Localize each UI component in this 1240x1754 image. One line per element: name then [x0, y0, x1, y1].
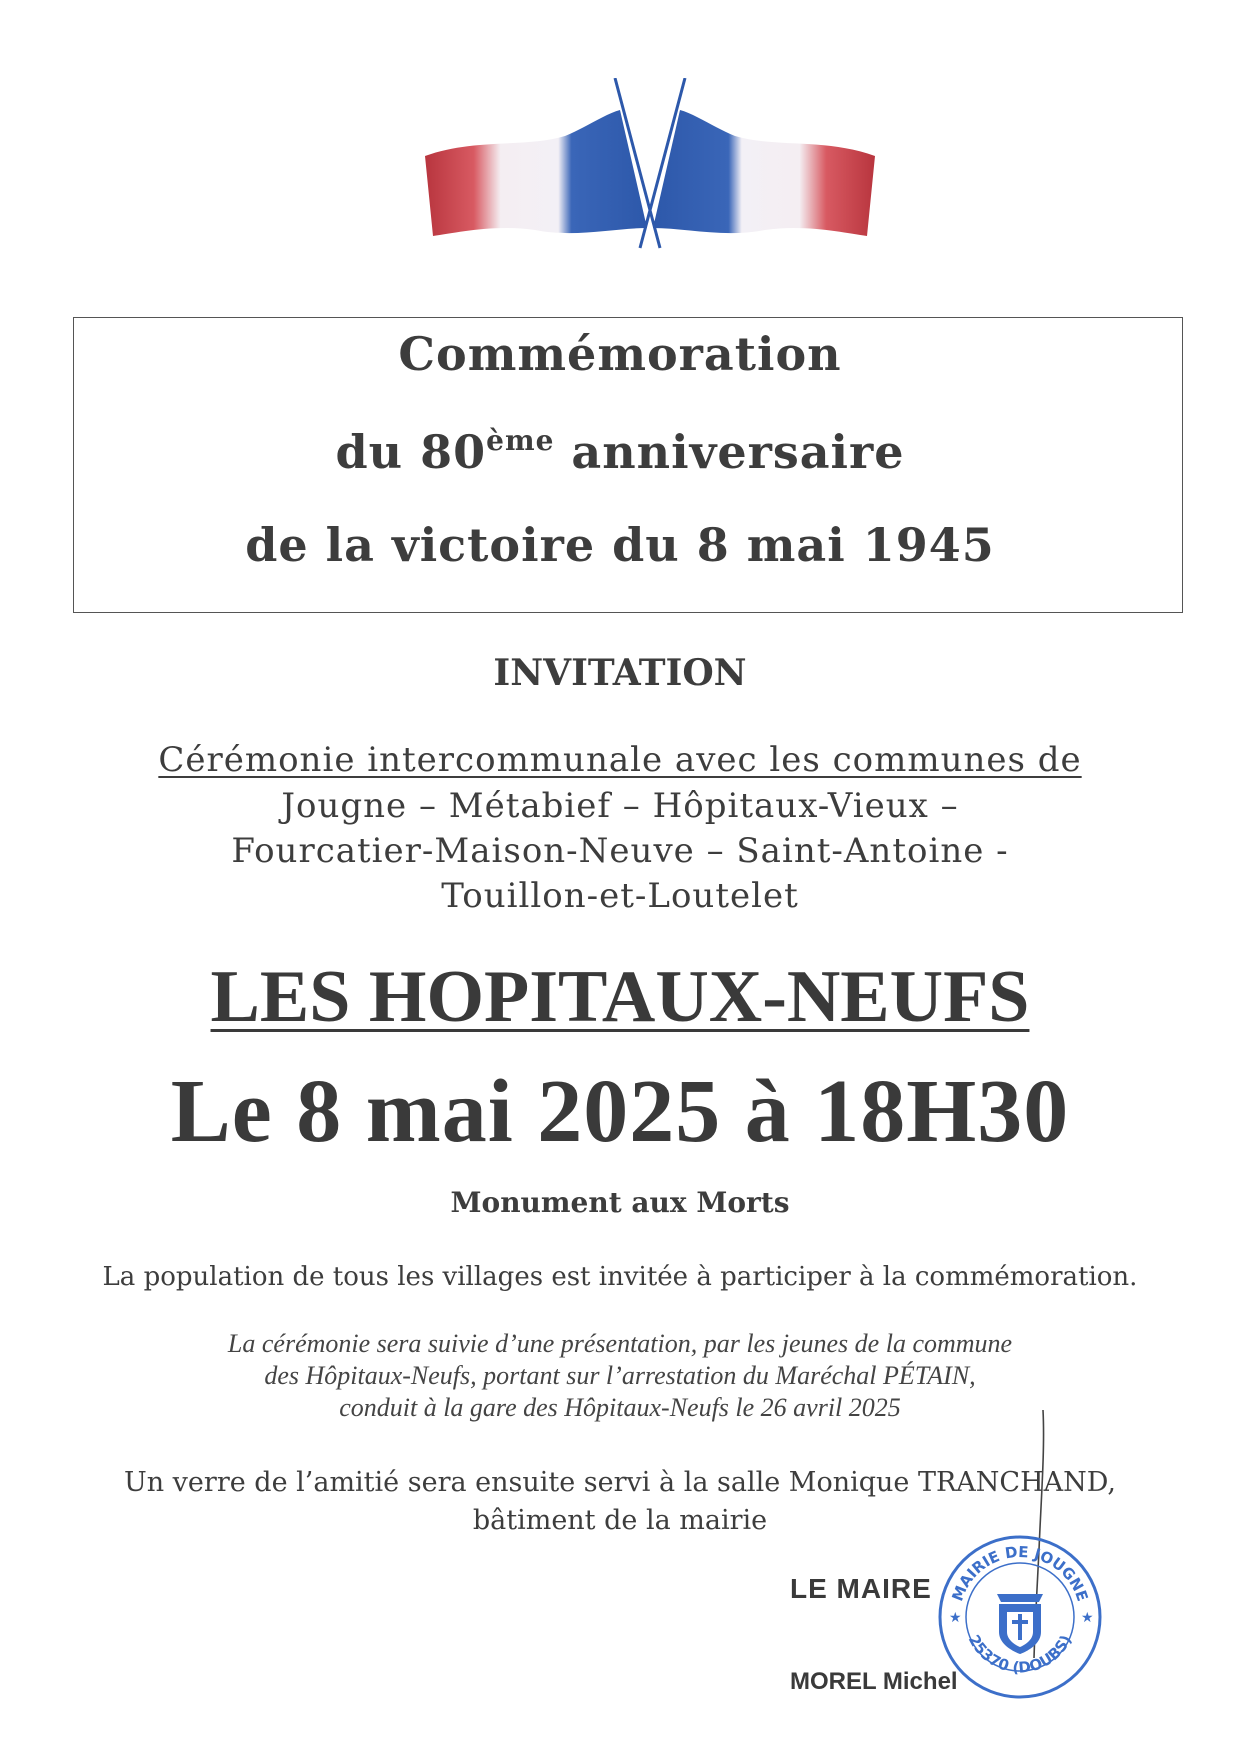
reception-line-2: bâtiment de la mairie: [472, 1505, 768, 1536]
french-flags-icon: [415, 78, 885, 253]
title-line-3: de la victoire du 8 mai 1945: [245, 518, 995, 572]
communes-line-1: Jougne – Métabief – Hôpitaux-Vieux –: [281, 786, 959, 826]
town-name: LES HOPITAUX-NEUFS: [210, 956, 1030, 1038]
invitation-label: INVITATION: [493, 652, 747, 694]
presentation-line-2: des Hôpitaux-Neufs, portant sur l’arrestation du Maréchal PÉTAIN,: [264, 1361, 976, 1390]
svg-text:★: ★: [1081, 1610, 1094, 1626]
presentation-line-3: conduit à la gare des Hôpitaux-Neufs le 26 avril 2025: [339, 1393, 901, 1422]
population-text: La population de tous les villages est invitée à participer à la commémoration.: [102, 1262, 1138, 1292]
svg-text:25370 (DOUBS): 25370 (DOUBS): [964, 1631, 1076, 1677]
town-hall-stamp-icon: [935, 1532, 1105, 1702]
svg-text:MAIRIE DE JOUGNE: MAIRIE DE JOUGNE: [948, 1542, 1092, 1604]
communes-line-3: Touillon-et-Loutelet: [441, 876, 799, 916]
event-date: Le 8 mai 2025 à 18H30: [170, 1062, 1070, 1161]
communes-line-2: Fourcatier-Maison-Neuve – Saint-Antoine -: [231, 831, 1009, 871]
event-location: Monument aux Morts: [450, 1186, 790, 1219]
title-line-1: Commémoration: [398, 327, 842, 381]
reception-line-1: Un verre de l’amitié sera ensuite servi à la salle Monique TRANCHAND,: [123, 1467, 1117, 1498]
presentation-line-1: La cérémonie sera suivie d’une présentation, par les jeunes de la commune: [227, 1329, 1013, 1358]
svg-text:★: ★: [949, 1610, 962, 1626]
mayor-title: LE MAIRE: [790, 1573, 932, 1604]
mayor-name: MOREL Michel: [790, 1668, 958, 1695]
ceremony-heading: Cérémonie intercommunale avec les communes de: [158, 740, 1082, 780]
title-line-2: du 80ème anniversaire: [335, 424, 905, 479]
